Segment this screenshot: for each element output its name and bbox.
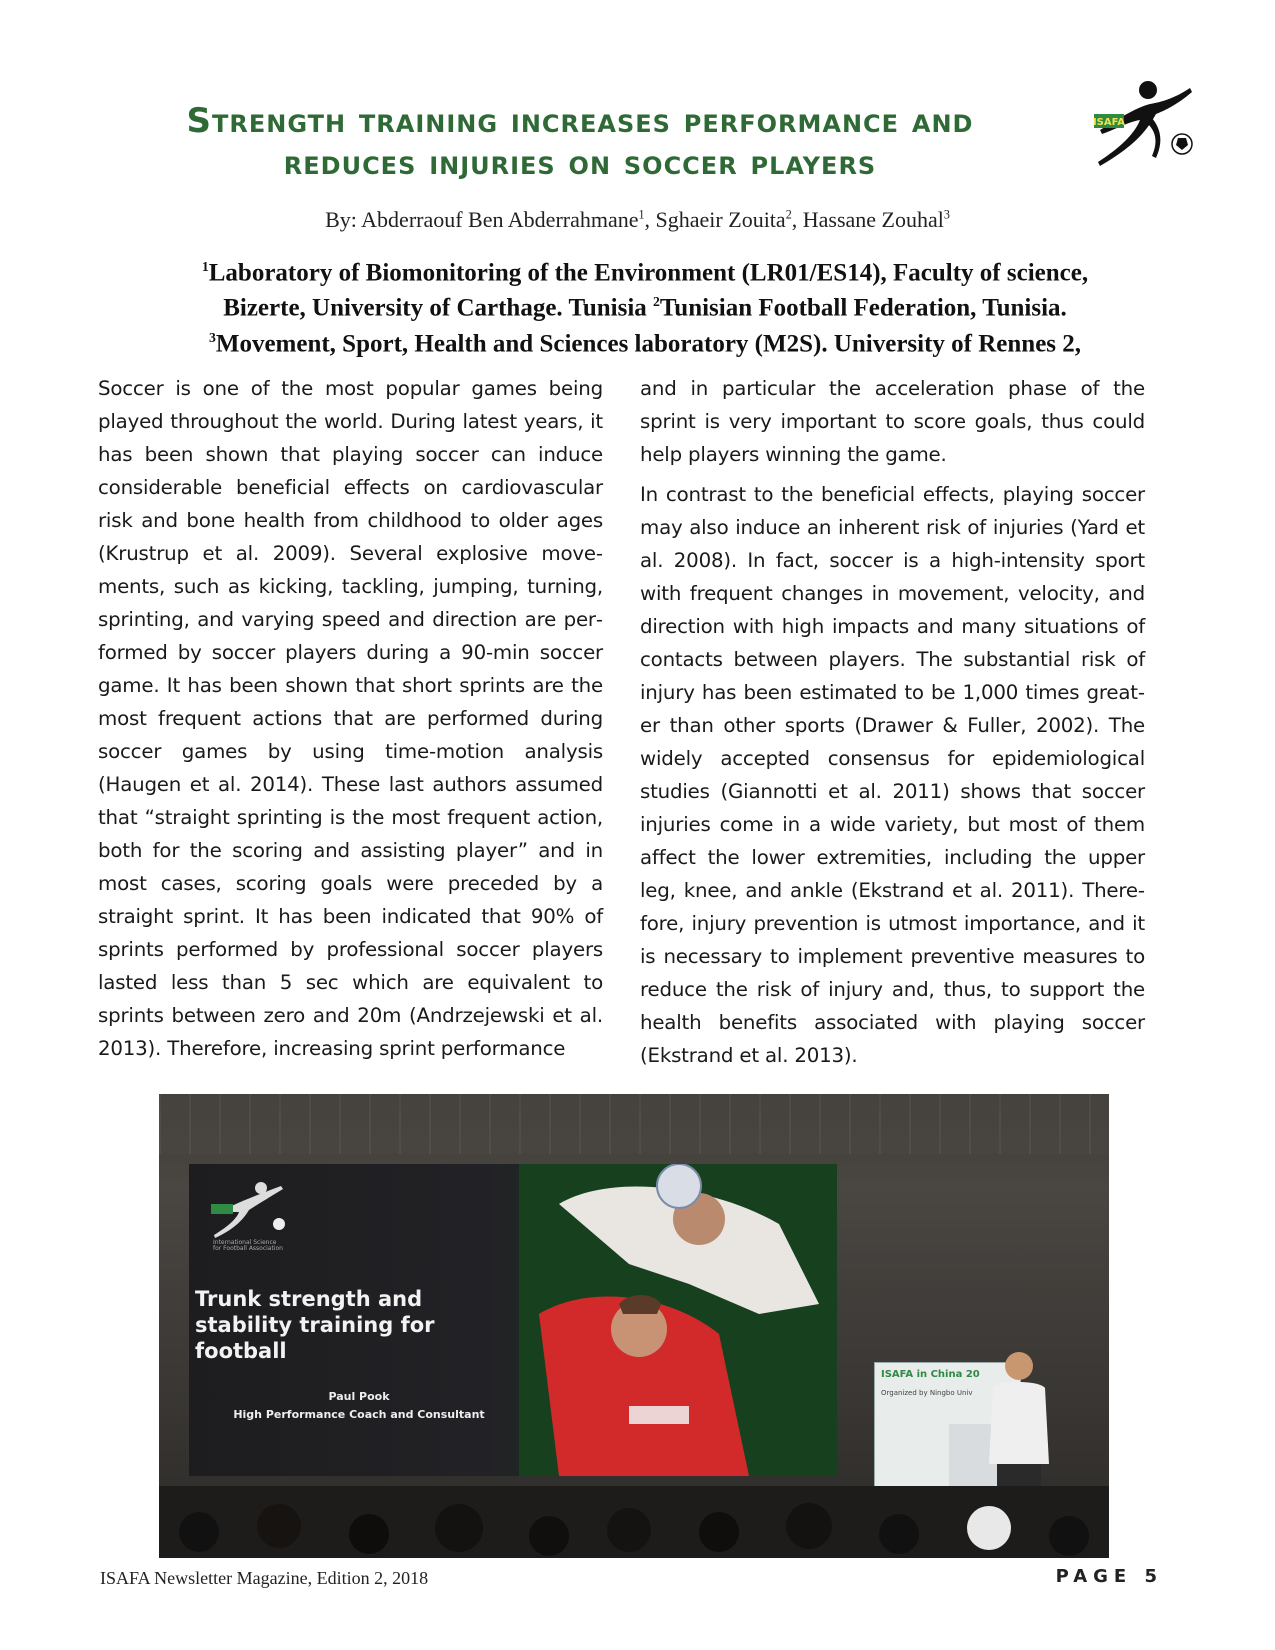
author-1: By: Abderraouf Ben Abderrahmane <box>325 207 639 232</box>
author-2: , Sghaeir Zouita <box>644 207 786 232</box>
author-1-mark: 1 <box>638 207 645 222</box>
presenter-role: High Performance Coach and Consultant <box>233 1408 485 1421</box>
banner-subtitle: Organized by Ningbo Univ <box>881 1389 973 1397</box>
title-line-1: Strength training increases performance and <box>186 101 974 141</box>
football-players-image <box>519 1164 837 1476</box>
paragraph: In contrast to the beneficial effects, playing soccer may also induce an inherent risk of injuries (Yard et al. 2008). In fact, soccer is a high-intensity sport with frequent changes in movement, velocity, and direction with high impacts and many situations of contacts between players. The substantial risk of injury has been estimated to be 1,000 times greater than other sports (Drawer & Fuller, 2002). The widely accepted consensus for epidemiological studies (Giannotti et al. 2011) shows that soccer injuries come in a wide variety, but most of them affect the lower extremities, including the upper leg, knee, and ankle (Ekstrand et al. 2011). Therefore, injury prevention is utmost importance, and it is necessary to implement preventive measures to reduce the risk of injury and, thus, to support the health benefits associated with playing soccer (Ekstrand et al. 2013). <box>640 483 1145 1067</box>
conference-photo <box>159 1094 1109 1558</box>
author-3-mark: 3 <box>943 207 950 222</box>
byline <box>0 207 1275 233</box>
affiliation-line-3: $^3$Movement, Sport, Health and Sciences laboratory (M2S). University of Rennes 2, <box>208 329 1082 357</box>
slide-title <box>195 1286 525 1364</box>
presenter-name: Paul Pook <box>328 1390 390 1403</box>
footer-publication: ISAFA Newsletter Magazine, Edition 2, 2018 <box>100 1568 429 1588</box>
author-3: , Hassane Zouhal <box>791 207 944 232</box>
affiliation-line-2: Bizerte, University of Carthage. Tunisia $^2$Tunisian Football Federation, Tunisia. <box>223 294 1067 322</box>
paragraph: and in particular the acceleration phase of the sprint is very important to score goals, thus could help players winning the game. <box>640 377 1145 466</box>
slide-presenter <box>189 1388 529 1424</box>
slide-logo-icon <box>209 1178 299 1250</box>
title-line-2: reduces injuries on soccer players <box>283 143 877 183</box>
logo-text: ISAFA <box>1092 117 1126 128</box>
projection-screen <box>189 1164 837 1476</box>
isafa-logo <box>1090 78 1200 173</box>
author-2-mark: 2 <box>785 207 792 222</box>
paragraph: Soccer is one of the most popular games being played throughout the world. During latest years, it has been shown that playing soccer can induce considerable beneficial effects on cardiovascular risk and bone health from childhood to older ages (Krustrup et al. 2009). Several explosive movements, such as kicking, tackling, jumping, turning, sprinting, and varying speed and direction are performed by soccer players during a 90-min soccer game. It has been shown that short sprints are the most frequent actions that are performed during soccer games by using time-motion analysis (Haugen et al. 2014). These last authors assumed that “straight sprinting is the most frequent action, both for the scoring and assisting player” and in most cases, scoring goals were preceded by a straight sprint. It has been indicated that 90% of sprints performed by professional soccer players lasted less than 5 sec which are equivalent to sprints between zero and 20m (Andrzejewski et al. 2013). Therefore, increasing sprint performance <box>98 377 603 1060</box>
slide-title-line-2: stability training for football <box>195 1313 435 1363</box>
affiliations <box>80 252 1210 358</box>
article-title <box>60 100 1100 184</box>
wall-panels <box>159 1094 1109 1154</box>
body-column-left <box>98 372 603 1072</box>
audience-heads <box>159 1486 1109 1558</box>
slide-logo-line-1: International Science <box>213 1239 277 1246</box>
slide-logo-line-2: for Football Association <box>213 1245 283 1250</box>
banner-label: ISAFA in China 20 <box>881 1369 980 1380</box>
affiliation-line-1: $^1$Laboratory of Biomonitoring of the Environment (LR01/ES14), Faculty of science, <box>201 259 1089 287</box>
slide-title-line-1: Trunk strength and <box>195 1287 423 1311</box>
body-column-right <box>640 372 1145 1079</box>
footer-page-number: PAGE 5 <box>1055 1566 1163 1587</box>
